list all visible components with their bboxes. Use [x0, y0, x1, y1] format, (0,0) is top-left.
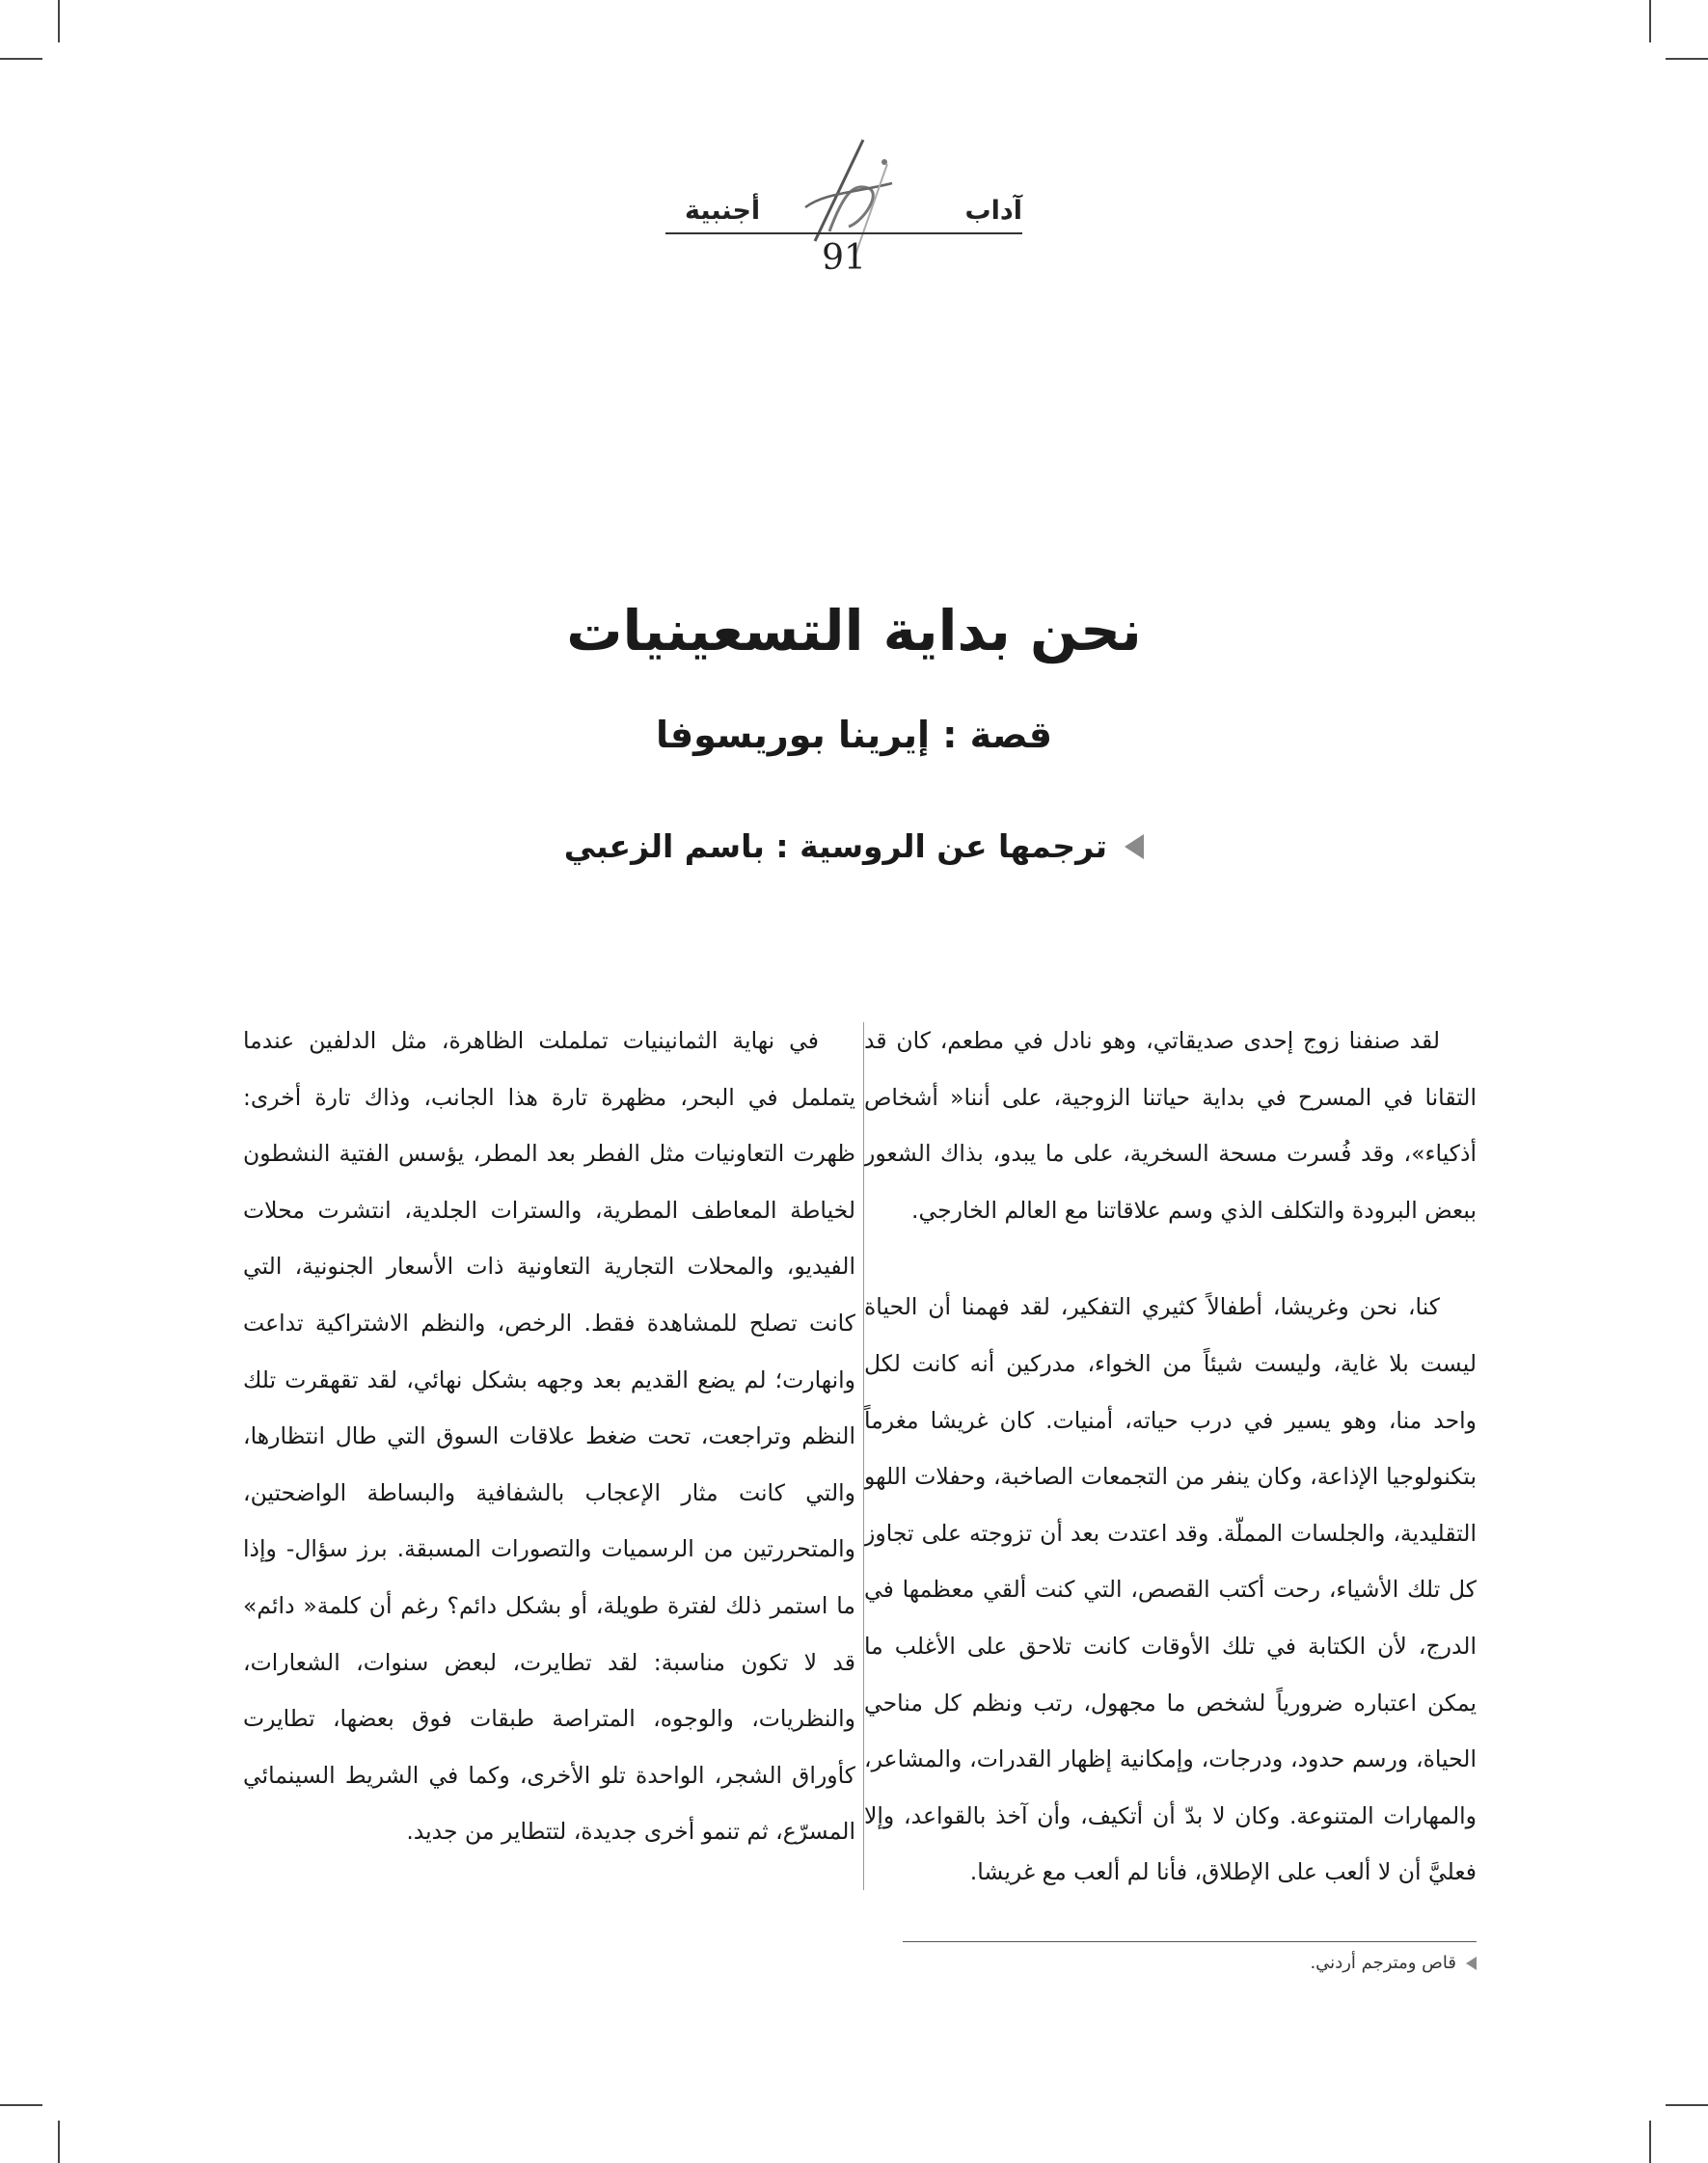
right-text-column	[864, 1013, 1477, 1901]
crop-mark	[1649, 0, 1651, 42]
paragraph: في نهاية الثمانينيات تململت الظاهرة، مثل الدلفين عندما يتململ في البحر، مظهرة تارة هذا الجانب، وذاك تارة أخرى: ظهرت التعاونيات مثل الفطر بعد المطر، يؤسس الفتية النشطون لخياطة المعاطف المطرية، والسترات الجلدية، انتشرت محلات الفيديو، والمحلات التجارية التعاونية ذات الأسعار الجنونية، التي كانت تصلح للمشاهدة فقط. الرخص، والنظم الاشتراكية تداعت وانهارت؛ لم يضع القديم بعد وجهه بشكل نهائي، لقد تقهقرت تلك النظم وتراجعت، تحت ضغط علاقات السوق التي طال انتظارها، والتي كانت مثار الإعجاب بالشفافية والبساطة الواضحتين، والمتحررتين من الرسميات والتصورات المسبقة. برز سؤال- وإذا ما استمر ذلك لفترة طويلة، أو بشكل دائم؟ رغم أن كلمة« دائم» قد لا تكون مناسبة: لقد تطايرت، لبعض سنوات، الشعارات، والنظريات، والوجوه، المتراصة طبقات فوق بعضها، تطايرت كأوراق الشجر، الواحدة تلو الأخرى، وكما في الشريط السينمائي المسرّع، ثم تنمو أخرى جديدة، لتتطاير من جديد.	[243, 1027, 855, 1846]
column-divider	[863, 1022, 864, 1890]
crop-mark	[1666, 58, 1708, 60]
footnote-triangle-icon	[1466, 1957, 1477, 1970]
story-author: قصة : إيرينا بوريسوفا	[655, 714, 1053, 756]
section-label-foreign: أجنبية	[685, 196, 761, 226]
triangle-bullet-icon	[1125, 834, 1144, 859]
crop-mark	[0, 58, 42, 60]
section-label-adab: آداب	[964, 196, 1022, 226]
paragraph: كنا، نحن وغريشا، أطفالاً كثيري التفكير، لقد فهمنا أن الحياة ليست بلا غاية، وليست شيئاً من الخواء، مدركين أنه كانت لكل واحد منا، وهو يسير في درب حياته، أمنيات. كان غريشا مغرماً بتكنولوجيا الإذاعة، وكان ينفر من التجمعات الصاخبة، وحفلات اللهو التقليدية، والجلسات المملّة. وقد اعتدت بعد أن تزوجته على تجاوز كل تلك الأشياء، رحت أكتب القصص، التي كنت ألقي معظمها في الدرج، لأن الكتابة في تلك الأوقات كانت تلاحق على الأغلب ما يمكن اعتباره ضرورياً لشخص ما مجهول، رتب ونظم كل مناحي الحياة، ورسم حدود، ودرجات، وإمكانية إظهار القدرات، والمشاعر، والمهارات المتنوعة. وكان لا بدّ أن أتكيف، وأن آخذ بالقواعد، وإلا فعليَّ أن لا ألعب على الإطلاق، فأنا لم ألعب مع غريشا.	[864, 1293, 1477, 1886]
crop-mark	[58, 0, 60, 42]
footnote-rule	[903, 1941, 1477, 1942]
crop-mark	[58, 2121, 60, 2163]
paragraph: لقد صنفنا زوج إحدى صديقاتي، وهو نادل في مطعم، كان قد التقانا في المسرح في بداية حياتنا الزوجية، على أننا« أشخاص أذكياء»، وقد فُسرت مسحة السخرية، على ما يبدو، بذاك الشعور ببعض البرودة والتكلف الذي وسم علاقاتنا مع العالم الخارجي.	[864, 1027, 1477, 1224]
crop-mark	[0, 2104, 42, 2106]
translator-line	[564, 827, 1144, 865]
header-rule	[665, 232, 1022, 234]
page-header	[665, 188, 1022, 284]
story-title: نحن بداية التسعينيات	[566, 598, 1142, 663]
page-number: 91	[822, 238, 866, 278]
crop-mark	[1666, 2104, 1708, 2106]
footnote-text: قاص ومترجم أردني.	[1310, 1953, 1456, 1973]
crop-mark	[1649, 2121, 1651, 2163]
footnote	[1310, 1953, 1477, 1973]
left-text-column	[243, 1013, 855, 1860]
translator-text: ترجمها عن الروسية : باسم الزعبي	[563, 827, 1107, 865]
